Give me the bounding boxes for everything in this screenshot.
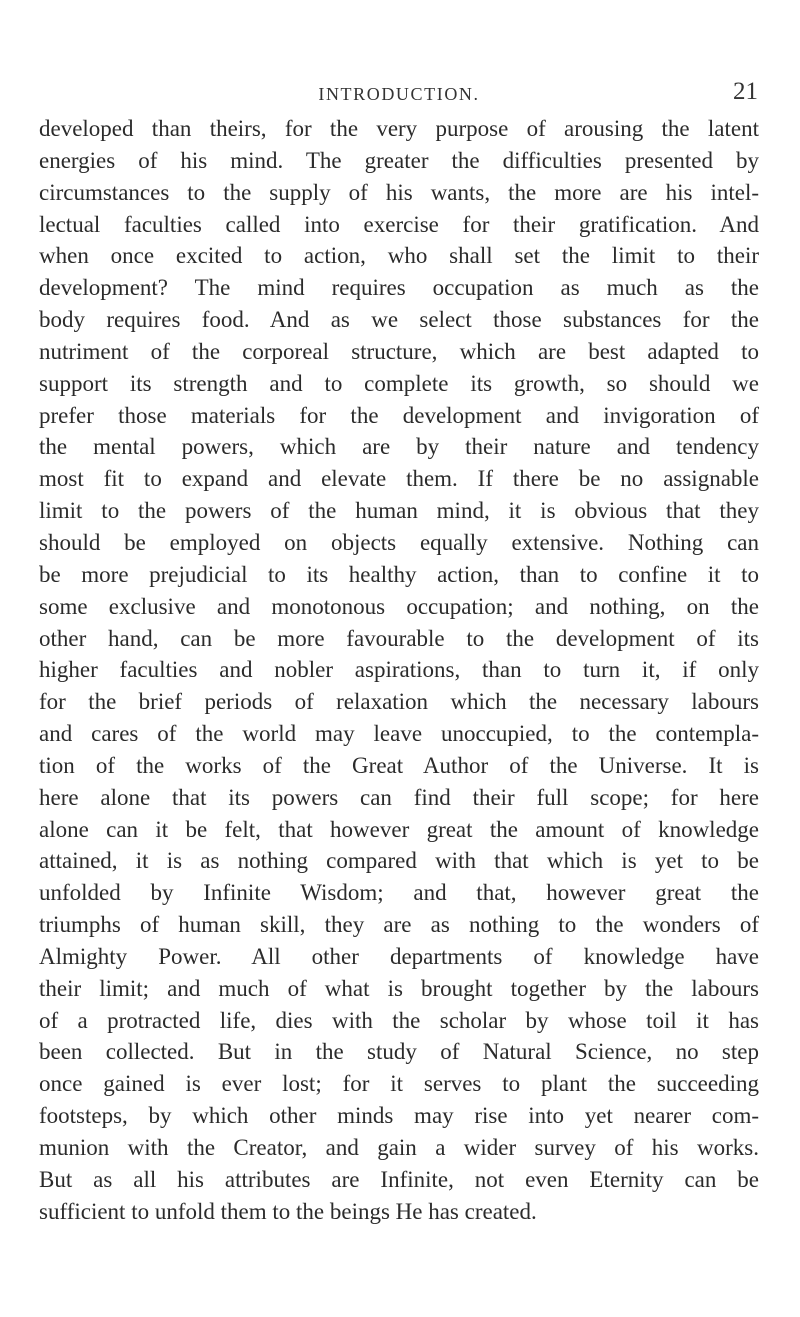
text-line: been collected. But in the study of Natural Science, no step <box>39 1039 759 1065</box>
text-line: circumstances to the supply of his wants, the more are his intel- <box>39 179 759 205</box>
text-line: munion with the Creator, and gain a wider survey of his works. <box>39 1135 759 1160</box>
text-line: triumphs of human skill, they are as nothing to the wonders of <box>39 912 759 938</box>
text-line: for the brief periods of relaxation which the necessary labours <box>39 689 759 715</box>
text-line: attained, it is as nothing compared with that which is yet to be <box>39 848 759 874</box>
text-line: support its strength and to complete its growth, so should we <box>39 370 759 396</box>
body-text <box>39 113 759 1228</box>
text-line: should be employed on objects equally extensive. Nothing can <box>39 529 759 555</box>
text-line: alone can it be felt, that however great the amount of knowledge <box>39 816 759 842</box>
running-head <box>40 78 758 114</box>
text-line: prefer those materials for the development and invigoration of <box>39 402 759 428</box>
text-line: unfolded by Infinite Wisdom; and that, however great the <box>39 880 759 906</box>
text-line: the mental powers, which are by their nature and tendency <box>39 434 759 460</box>
text-line: footsteps, by which other minds may rise into yet nearer com- <box>39 1103 759 1129</box>
text-line: energies of his mind. The greater the difficulties presented by <box>39 147 759 173</box>
text-line: and cares of the world may leave unoccupied, to the contempla- <box>39 721 759 747</box>
text-line: their limit; and much of what is brought together by the labours <box>39 975 759 1001</box>
text-line: most fit to expand and elevate them. If there be no assignable <box>39 466 759 492</box>
text-line: body requires food. And as we select those substances for the <box>39 307 759 333</box>
text-line: when once excited to action, who shall set the limit to their <box>39 243 759 269</box>
text-line: higher faculties and nobler aspirations, than to turn it, if only <box>39 657 759 683</box>
text-line: Almighty Power. All other departments of knowledge have <box>39 943 759 969</box>
text-line: once gained is ever lost; for it serves to plant the succeeding <box>39 1071 759 1097</box>
running-title: INTRODUCTION. <box>318 84 480 104</box>
text-line: developed than theirs, for the very purpose of arousing the latent <box>39 116 759 141</box>
text-line: of a protracted life, dies with the scholar by whose toil it has <box>39 1007 759 1033</box>
text-line: be more prejudicial to its healthy action, than to confine it to <box>39 561 759 587</box>
page-number: 21 <box>733 78 758 105</box>
text-line: nutriment of the corporeal structure, which are best adapted to <box>39 338 759 364</box>
text-line: lectual faculties called into exercise for their gratification. And <box>39 211 759 237</box>
text-line: tion of the works of the Great Author of the Universe. It is <box>39 752 759 778</box>
text-line: development? The mind requires occupation as much as the <box>39 275 759 301</box>
text-line: limit to the powers of the human mind, it is obvious that they <box>39 498 759 524</box>
text-line: here alone that its powers can find their full scope; for here <box>39 784 759 810</box>
text-line: other hand, can be more favourable to the development of its <box>39 625 759 651</box>
text-line: sufficient to unfold them to the beings He has created. <box>39 1198 537 1224</box>
text-line: But as all his attributes are Infinite, not even Eternity can be <box>39 1166 759 1192</box>
text-line: some exclusive and monotonous occupation; and nothing, on the <box>39 593 759 619</box>
